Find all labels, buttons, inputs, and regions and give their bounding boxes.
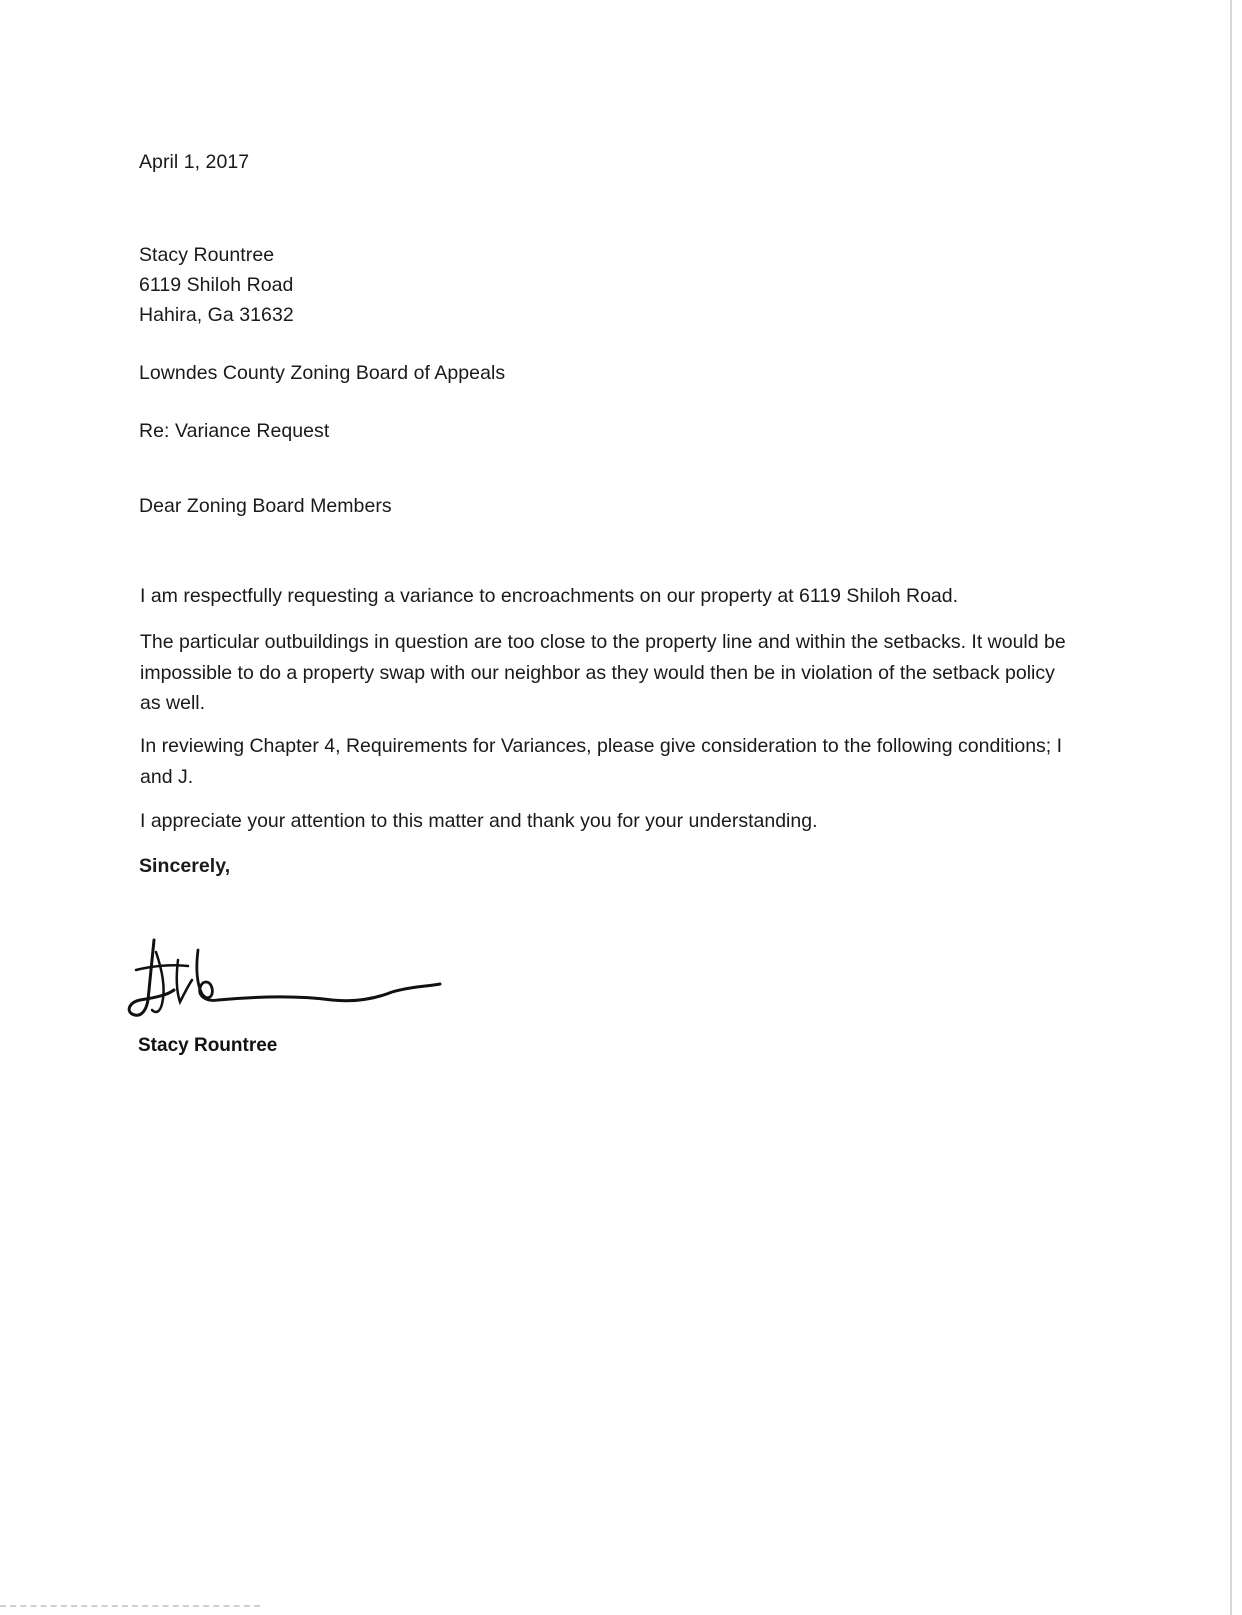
body-paragraph-4: I appreciate your attention to this matter and thank you for your understanding. bbox=[140, 810, 818, 832]
body-paragraph-1: I am respectfully requesting a variance to encroachments on our property at 6119 Shiloh Road. bbox=[140, 585, 959, 607]
scan-bottom-marks bbox=[0, 1605, 260, 1611]
letter-date: April 1, 2017 bbox=[139, 151, 250, 173]
sender-city: Hahira, Ga 31632 bbox=[139, 304, 294, 326]
salutation: Dear Zoning Board Members bbox=[139, 495, 392, 517]
body-paragraph-3: In reviewing Chapter 4, Requirements for Variances, please give consideration to the following conditions; I and J. bbox=[140, 735, 1063, 788]
scan-edge-line bbox=[1230, 0, 1232, 1615]
recipient: Lowndes County Zoning Board of Appeals bbox=[139, 362, 506, 384]
sender-name: Stacy Rountree bbox=[139, 244, 275, 266]
signer-name: Stacy Rountree bbox=[138, 1035, 278, 1056]
sender-street: 6119 Shiloh Road bbox=[139, 274, 294, 296]
body-paragraph-2: The particular outbuildings in question are too close to the property line and within the setbacks. It would be impossible to do a property swap with our neighbor as they would then be in violation of the setback policy as well. bbox=[140, 631, 1066, 714]
handwritten-signature bbox=[122, 930, 462, 1040]
subject-line: Re: Variance Request bbox=[139, 420, 330, 442]
closing: Sincerely, bbox=[139, 855, 231, 877]
